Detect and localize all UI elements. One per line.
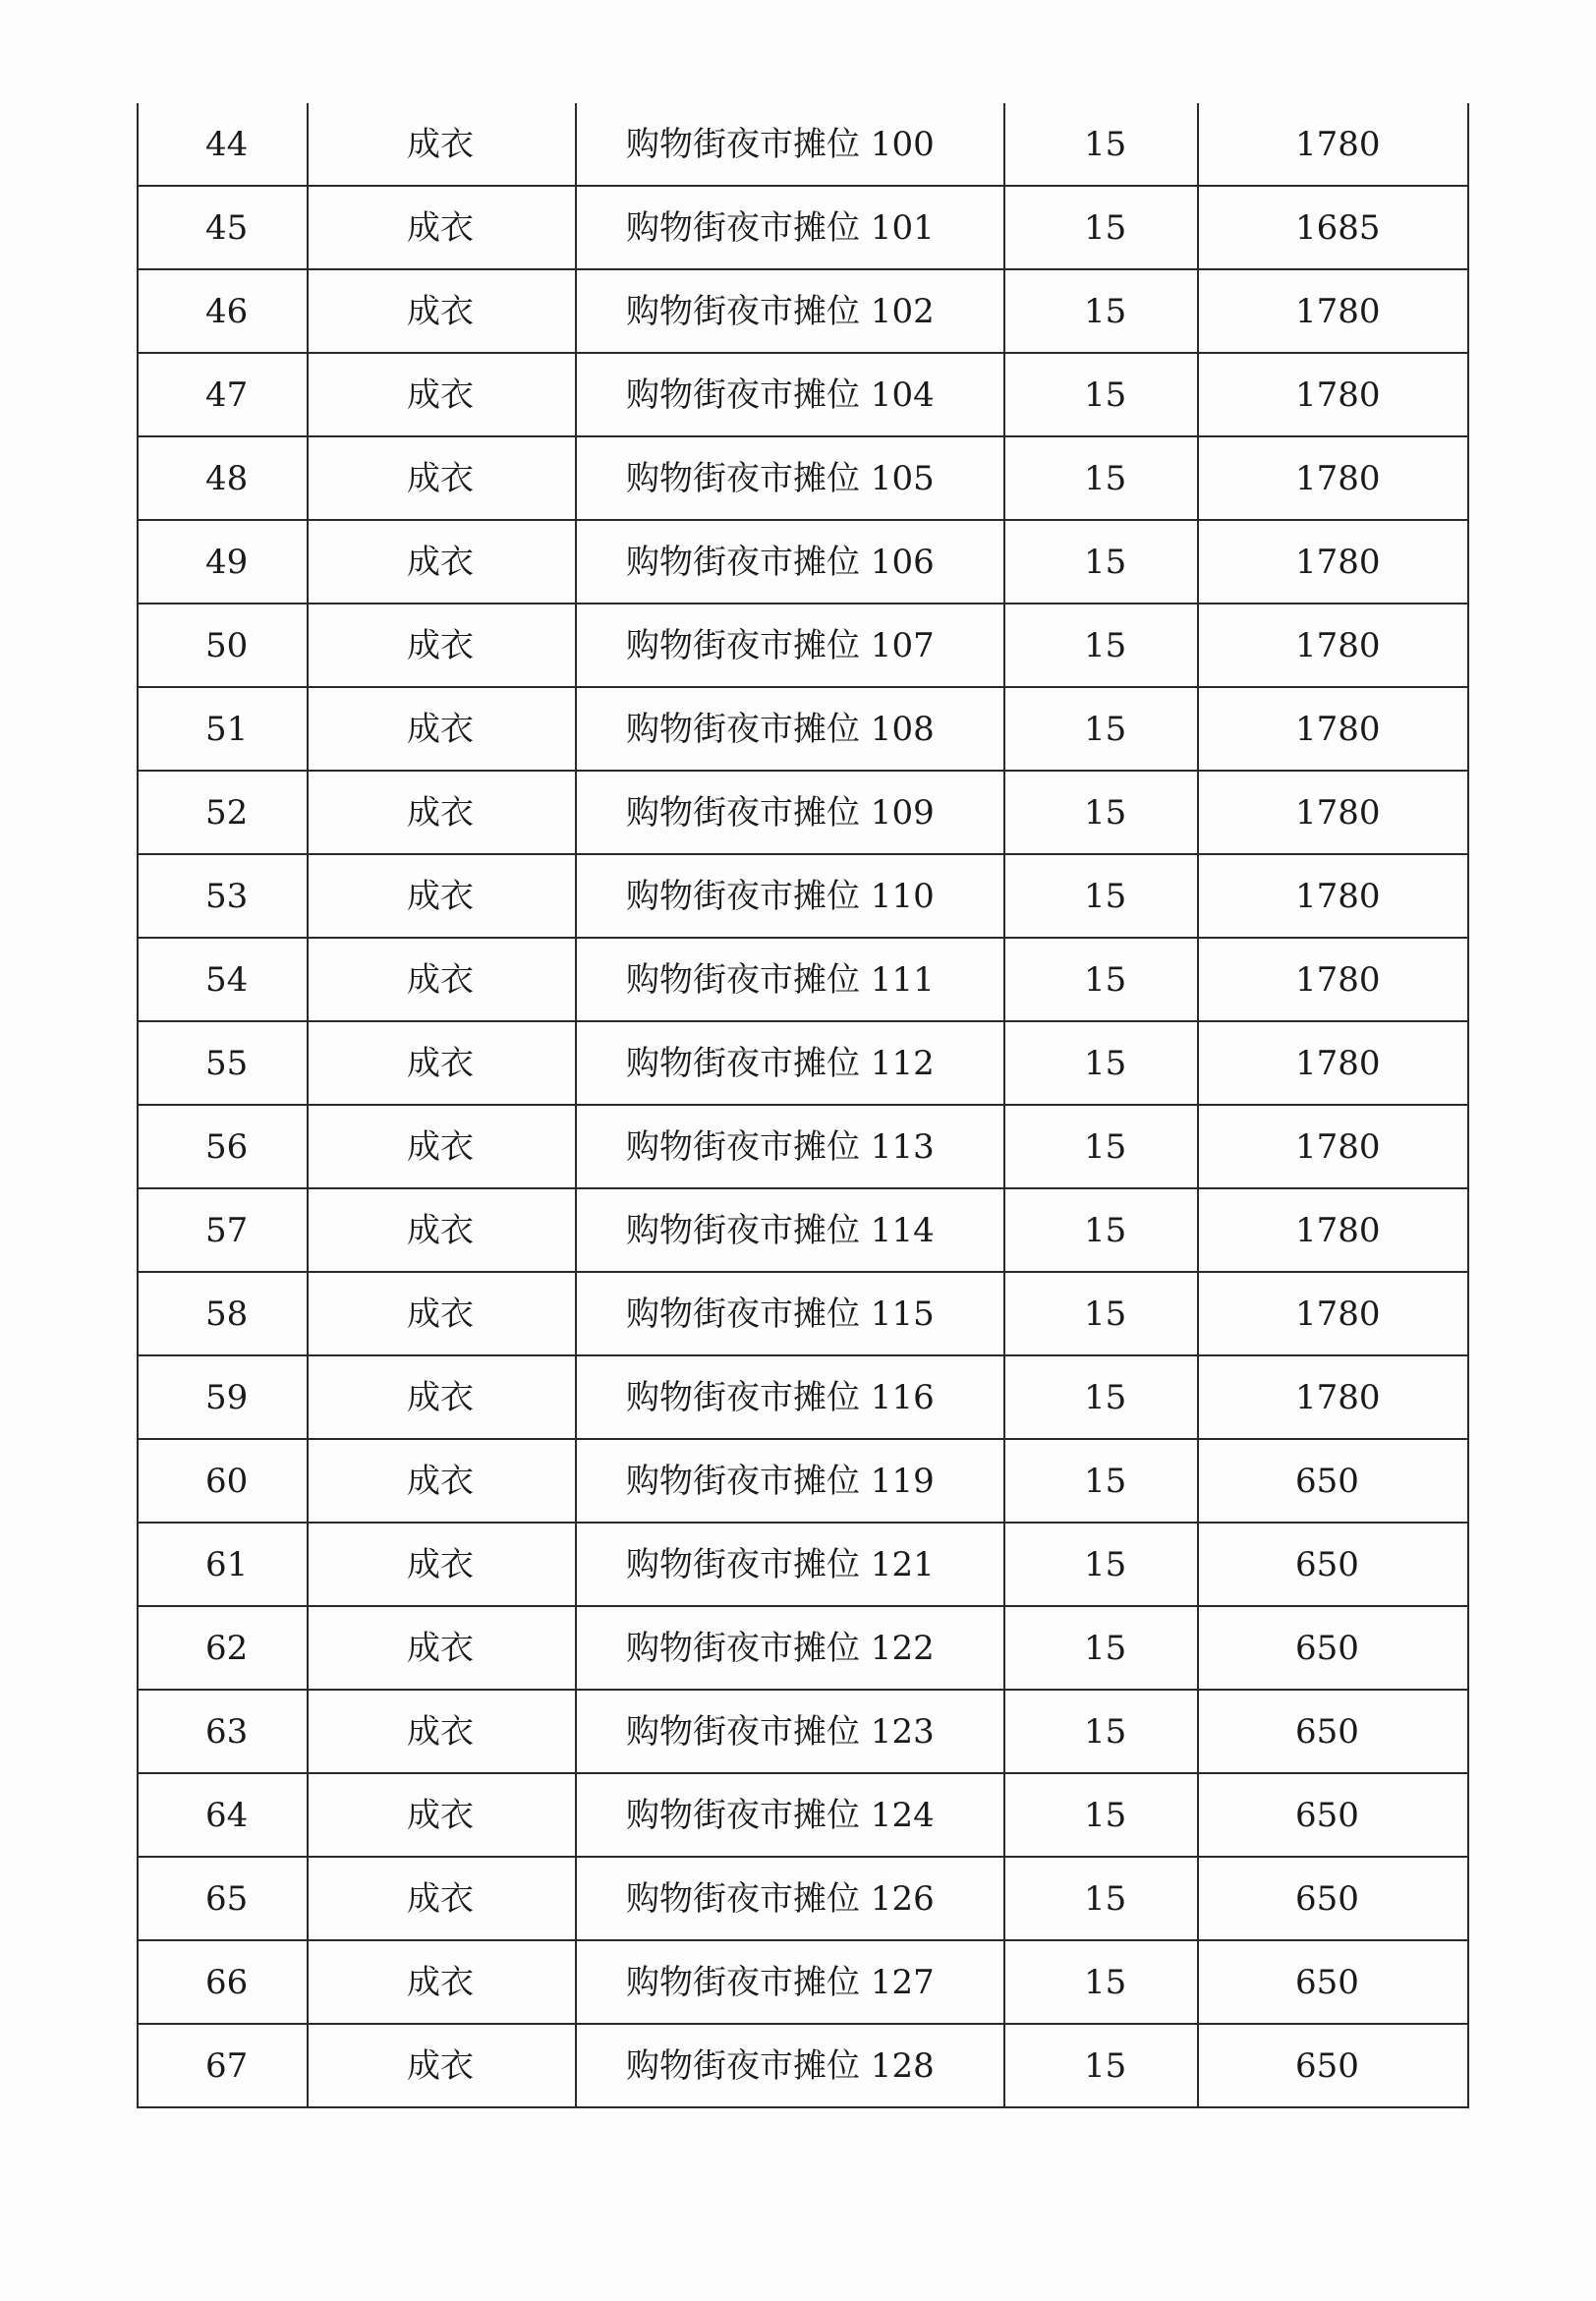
category-cell: 成衣 (308, 938, 576, 1021)
table-row (138, 1439, 1468, 1523)
category-cell: 成衣 (308, 269, 576, 353)
stall-location-cell: 购物街夜市摊位 105 (576, 436, 1004, 520)
area-cell: 15 (1004, 2024, 1198, 2107)
stall-location-cell: 购物街夜市摊位 111 (576, 938, 1004, 1021)
row-number-cell: 45 (138, 186, 308, 269)
table-row (138, 1606, 1468, 1690)
area-cell: 15 (1004, 103, 1198, 186)
category-cell: 成衣 (308, 854, 576, 938)
category-cell: 成衣 (308, 1606, 576, 1690)
table-row (138, 771, 1468, 854)
stall-location-cell: 购物街夜市摊位 101 (576, 186, 1004, 269)
row-number-cell: 52 (138, 771, 308, 854)
table-row (138, 2024, 1468, 2107)
category-cell: 成衣 (308, 1021, 576, 1105)
category-cell: 成衣 (308, 1439, 576, 1523)
price-cell: 650 (1198, 1773, 1468, 1857)
area-cell: 15 (1004, 269, 1198, 353)
price-cell: 650 (1198, 1439, 1468, 1523)
price-cell: 650 (1198, 1857, 1468, 1940)
table-body (138, 103, 1468, 2107)
area-cell: 15 (1004, 1940, 1198, 2024)
category-cell: 成衣 (308, 353, 576, 436)
price-cell: 650 (1198, 2024, 1468, 2107)
area-cell: 15 (1004, 1272, 1198, 1355)
price-cell: 650 (1198, 1940, 1468, 2024)
row-number-cell: 62 (138, 1606, 308, 1690)
row-number-cell: 60 (138, 1439, 308, 1523)
price-cell: 1780 (1198, 1105, 1468, 1188)
price-cell: 1780 (1198, 1188, 1468, 1272)
table-row (138, 1355, 1468, 1439)
stall-location-cell: 购物街夜市摊位 126 (576, 1857, 1004, 1940)
table-row (138, 1105, 1468, 1188)
category-cell: 成衣 (308, 1523, 576, 1606)
table-row (138, 103, 1468, 186)
category-cell: 成衣 (308, 436, 576, 520)
stall-table (137, 103, 1469, 2108)
price-cell: 1685 (1198, 186, 1468, 269)
stall-location-cell: 购物街夜市摊位 121 (576, 1523, 1004, 1606)
row-number-cell: 57 (138, 1188, 308, 1272)
table-row (138, 186, 1468, 269)
area-cell: 15 (1004, 938, 1198, 1021)
table-row (138, 687, 1468, 771)
row-number-cell: 47 (138, 353, 308, 436)
area-cell: 15 (1004, 436, 1198, 520)
area-cell: 15 (1004, 520, 1198, 604)
price-cell: 1780 (1198, 1355, 1468, 1439)
price-cell: 1780 (1198, 520, 1468, 604)
area-cell: 15 (1004, 771, 1198, 854)
area-cell: 15 (1004, 1355, 1198, 1439)
table-row (138, 1690, 1468, 1773)
stall-location-cell: 购物街夜市摊位 124 (576, 1773, 1004, 1857)
category-cell: 成衣 (308, 186, 576, 269)
category-cell: 成衣 (308, 604, 576, 687)
price-cell: 1780 (1198, 604, 1468, 687)
area-cell: 15 (1004, 1439, 1198, 1523)
stall-location-cell: 购物街夜市摊位 128 (576, 2024, 1004, 2107)
price-cell: 1780 (1198, 1021, 1468, 1105)
stall-location-cell: 购物街夜市摊位 115 (576, 1272, 1004, 1355)
stall-location-cell: 购物街夜市摊位 112 (576, 1021, 1004, 1105)
row-number-cell: 50 (138, 604, 308, 687)
category-cell: 成衣 (308, 1105, 576, 1188)
category-cell: 成衣 (308, 1940, 576, 2024)
row-number-cell: 53 (138, 854, 308, 938)
row-number-cell: 67 (138, 2024, 308, 2107)
price-cell: 1780 (1198, 938, 1468, 1021)
stall-location-cell: 购物街夜市摊位 116 (576, 1355, 1004, 1439)
category-cell: 成衣 (308, 2024, 576, 2107)
area-cell: 15 (1004, 687, 1198, 771)
table-row (138, 1021, 1468, 1105)
price-cell: 1780 (1198, 1272, 1468, 1355)
table-row (138, 353, 1468, 436)
stall-location-cell: 购物街夜市摊位 108 (576, 687, 1004, 771)
table-row (138, 1773, 1468, 1857)
stall-location-cell: 购物街夜市摊位 100 (576, 103, 1004, 186)
stall-location-cell: 购物街夜市摊位 123 (576, 1690, 1004, 1773)
table-row (138, 938, 1468, 1021)
category-cell: 成衣 (308, 1690, 576, 1773)
area-cell: 15 (1004, 1773, 1198, 1857)
category-cell: 成衣 (308, 520, 576, 604)
stall-location-cell: 购物街夜市摊位 104 (576, 353, 1004, 436)
category-cell: 成衣 (308, 1188, 576, 1272)
row-number-cell: 49 (138, 520, 308, 604)
row-number-cell: 64 (138, 1773, 308, 1857)
row-number-cell: 59 (138, 1355, 308, 1439)
row-number-cell: 48 (138, 436, 308, 520)
stall-location-cell: 购物街夜市摊位 107 (576, 604, 1004, 687)
stall-location-cell: 购物街夜市摊位 122 (576, 1606, 1004, 1690)
area-cell: 15 (1004, 1188, 1198, 1272)
table-row (138, 1857, 1468, 1940)
table-row (138, 1272, 1468, 1355)
stall-location-cell: 购物街夜市摊位 119 (576, 1439, 1004, 1523)
category-cell: 成衣 (308, 1857, 576, 1940)
category-cell: 成衣 (308, 771, 576, 854)
row-number-cell: 56 (138, 1105, 308, 1188)
area-cell: 15 (1004, 1523, 1198, 1606)
category-cell: 成衣 (308, 687, 576, 771)
area-cell: 15 (1004, 186, 1198, 269)
area-cell: 15 (1004, 604, 1198, 687)
table-row (138, 854, 1468, 938)
area-cell: 15 (1004, 1606, 1198, 1690)
category-cell: 成衣 (308, 1355, 576, 1439)
row-number-cell: 44 (138, 103, 308, 186)
price-cell: 1780 (1198, 687, 1468, 771)
price-cell: 1780 (1198, 353, 1468, 436)
price-cell: 1780 (1198, 771, 1468, 854)
table-row (138, 436, 1468, 520)
area-cell: 15 (1004, 854, 1198, 938)
stall-location-cell: 购物街夜市摊位 106 (576, 520, 1004, 604)
area-cell: 15 (1004, 1690, 1198, 1773)
price-cell: 650 (1198, 1690, 1468, 1773)
row-number-cell: 55 (138, 1021, 308, 1105)
price-cell: 1780 (1198, 436, 1468, 520)
table-row (138, 520, 1468, 604)
row-number-cell: 66 (138, 1940, 308, 2024)
area-cell: 15 (1004, 353, 1198, 436)
price-cell: 650 (1198, 1523, 1468, 1606)
row-number-cell: 65 (138, 1857, 308, 1940)
stall-location-cell: 购物街夜市摊位 109 (576, 771, 1004, 854)
stall-location-cell: 购物街夜市摊位 102 (576, 269, 1004, 353)
price-cell: 1780 (1198, 269, 1468, 353)
table-row (138, 1188, 1468, 1272)
row-number-cell: 54 (138, 938, 308, 1021)
price-cell: 650 (1198, 1606, 1468, 1690)
row-number-cell: 46 (138, 269, 308, 353)
row-number-cell: 58 (138, 1272, 308, 1355)
area-cell: 15 (1004, 1857, 1198, 1940)
stall-location-cell: 购物街夜市摊位 127 (576, 1940, 1004, 2024)
row-number-cell: 61 (138, 1523, 308, 1606)
area-cell: 15 (1004, 1021, 1198, 1105)
category-cell: 成衣 (308, 1773, 576, 1857)
stall-location-cell: 购物街夜市摊位 113 (576, 1105, 1004, 1188)
stall-location-cell: 购物街夜市摊位 114 (576, 1188, 1004, 1272)
category-cell: 成衣 (308, 1272, 576, 1355)
table-row (138, 1523, 1468, 1606)
price-cell: 1780 (1198, 103, 1468, 186)
area-cell: 15 (1004, 1105, 1198, 1188)
row-number-cell: 63 (138, 1690, 308, 1773)
table-row (138, 604, 1468, 687)
category-cell: 成衣 (308, 103, 576, 186)
price-cell: 1780 (1198, 854, 1468, 938)
row-number-cell: 51 (138, 687, 308, 771)
table-row (138, 269, 1468, 353)
table-row (138, 1940, 1468, 2024)
stall-location-cell: 购物街夜市摊位 110 (576, 854, 1004, 938)
